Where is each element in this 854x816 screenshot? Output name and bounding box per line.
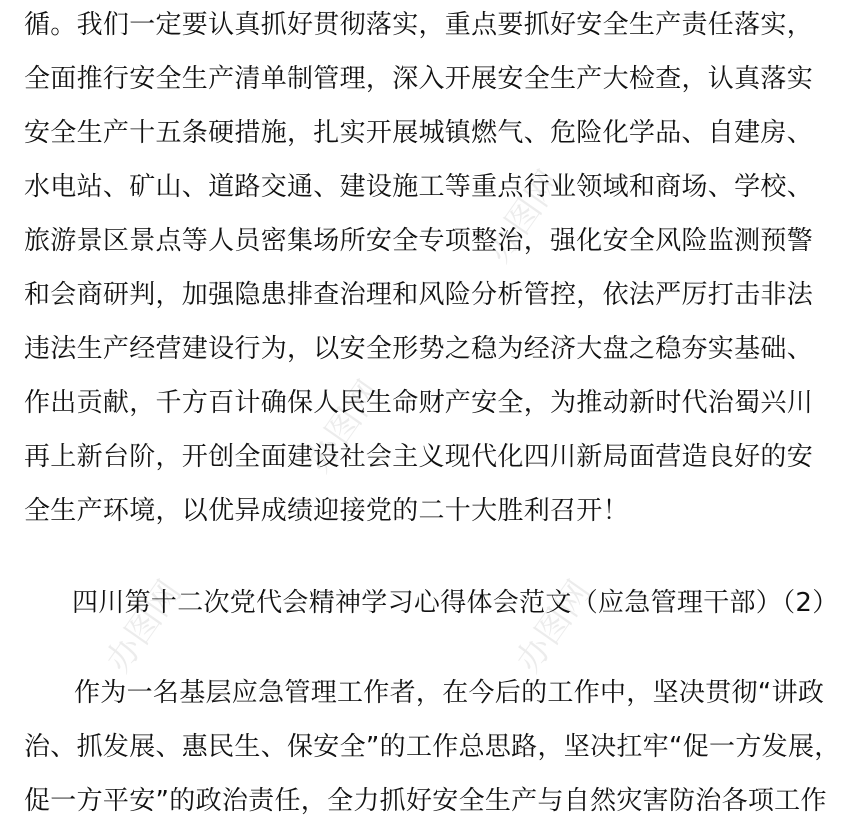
watermark: 办图网 bbox=[478, 163, 570, 270]
paragraph-line: 水电站、矿山、道路交通、建设施工等重点行业领域和商场、学校、 bbox=[24, 172, 814, 202]
paragraph-line: 旅游景区景点等人员密集场所安全专项整治，强化安全风险监测预警 bbox=[24, 226, 814, 256]
paragraph-line: 全生产环境，以优异成绩迎接党的二十大胜利召开！ bbox=[24, 496, 629, 526]
watermark: 办图网 bbox=[508, 573, 600, 680]
paragraph-line: 违法生产经营建设行为，以安全形势之稳为经济大盘之稳夯实基础、 bbox=[24, 334, 814, 364]
paragraph-line: 再上新台阶，开创全面建设社会主义现代化四川新局面营造良好的安 bbox=[24, 442, 814, 472]
watermark: 办图网 bbox=[298, 373, 390, 480]
paragraph-line: 和会商研判，加强隐患排查治理和风险分析管控，依法严厉打击非法 bbox=[24, 280, 814, 310]
paragraph-line: 循。我们一定要认真抓好贯彻落实，重点要抓好安全生产责任落实， bbox=[24, 10, 814, 40]
paragraph-line: 作为一名基层应急管理工作者，在今后的工作中，坚决贯彻“讲政 bbox=[74, 678, 825, 708]
section-heading: 四川第十二次党代会精神学习心得体会范文（应急管理干部）（2） bbox=[72, 588, 839, 618]
paragraph-line: 作出贡献，千方百计确保人民生命财产安全，为推动新时代治蜀兴川 bbox=[24, 388, 814, 418]
watermark: 办图网 bbox=[98, 573, 190, 680]
paragraph-line: 安全生产十五条硬措施，扎实开展城镇燃气、危险化学品、自建房、 bbox=[24, 118, 814, 148]
paragraph-line: 促一方平安”的政治责任，全力抓好安全生产与自然灾害防治各项工作 bbox=[24, 786, 827, 816]
paragraph-line: 治、抓发展、惠民生、保安全”的工作总思路，坚决扛牢“促一方发展， bbox=[24, 732, 841, 762]
paragraph-line: 全面推行安全生产清单制管理，深入开展安全生产大检查，认真落实 bbox=[24, 64, 814, 94]
